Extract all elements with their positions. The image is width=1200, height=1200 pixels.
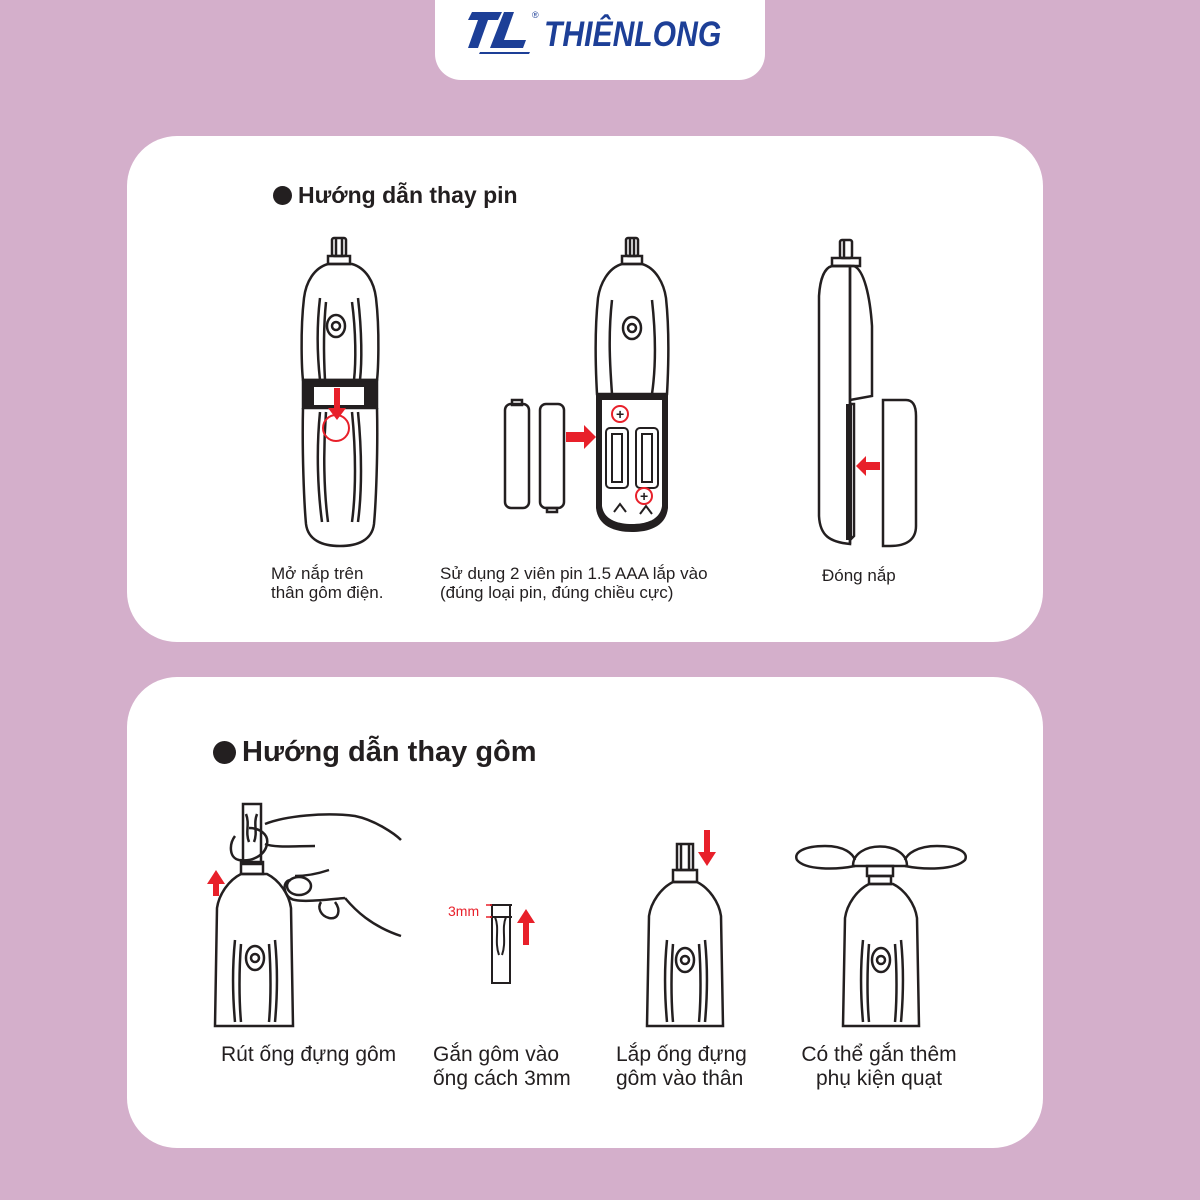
battery-step-2-caption [440,564,708,602]
caption-line: (đúng loại pin, đúng chiều cực) [440,583,674,602]
eraser-step-4-caption [794,1043,964,1091]
svg-text:+: + [640,488,649,504]
eraser-title-text: Hướng dẫn thay gôm [242,736,537,768]
caption-line: Rút ống đựng gôm [221,1043,397,1066]
battery-title-text: Hướng dẫn thay pin [298,182,518,208]
caption-line: gôm vào thân [616,1067,744,1090]
brand-name: THIÊNLONG [544,15,722,54]
eraser-step-1-caption [221,1043,396,1067]
insert-holder-illustration [645,830,735,1030]
eraser-section-title [213,736,537,769]
brand-logo-icon [468,12,532,54]
registered-mark: ® [532,10,539,20]
pull-holder-illustration [205,800,405,1030]
attach-eraser-illustration [446,895,546,990]
caption-line: Gắn gôm vào [433,1043,560,1066]
bullet-icon [273,186,292,205]
close-cover-illustration [810,236,920,552]
battery-section-title [273,182,518,209]
caption-line: phụ kiện quạt [815,1067,943,1090]
fan-accessory-illustration [795,830,975,1030]
caption-line: Có thể gắn thêm [801,1043,957,1066]
bullet-icon [213,741,236,764]
eraser-step-2-caption [433,1043,571,1091]
measure-3mm-label: 3mm [448,903,480,919]
caption-line: ống cách 3mm [433,1067,571,1090]
eraser-open-cover-illustration [290,232,390,552]
caption-line: Lắp ống đựng [616,1043,747,1066]
caption-line: Đóng nắp [822,566,896,585]
eraser-step-3-caption [616,1043,747,1091]
battery-step-1-caption [271,564,383,602]
insert-batteries-illustration [500,236,690,546]
svg-text:+: + [616,406,625,422]
caption-line: thân gôm điện. [271,583,384,602]
caption-line: Sử dụng 2 viên pin 1.5 AAA lắp vào [440,564,708,583]
caption-line: Mở nắp trên [271,564,364,583]
battery-step-3-caption [822,566,896,585]
